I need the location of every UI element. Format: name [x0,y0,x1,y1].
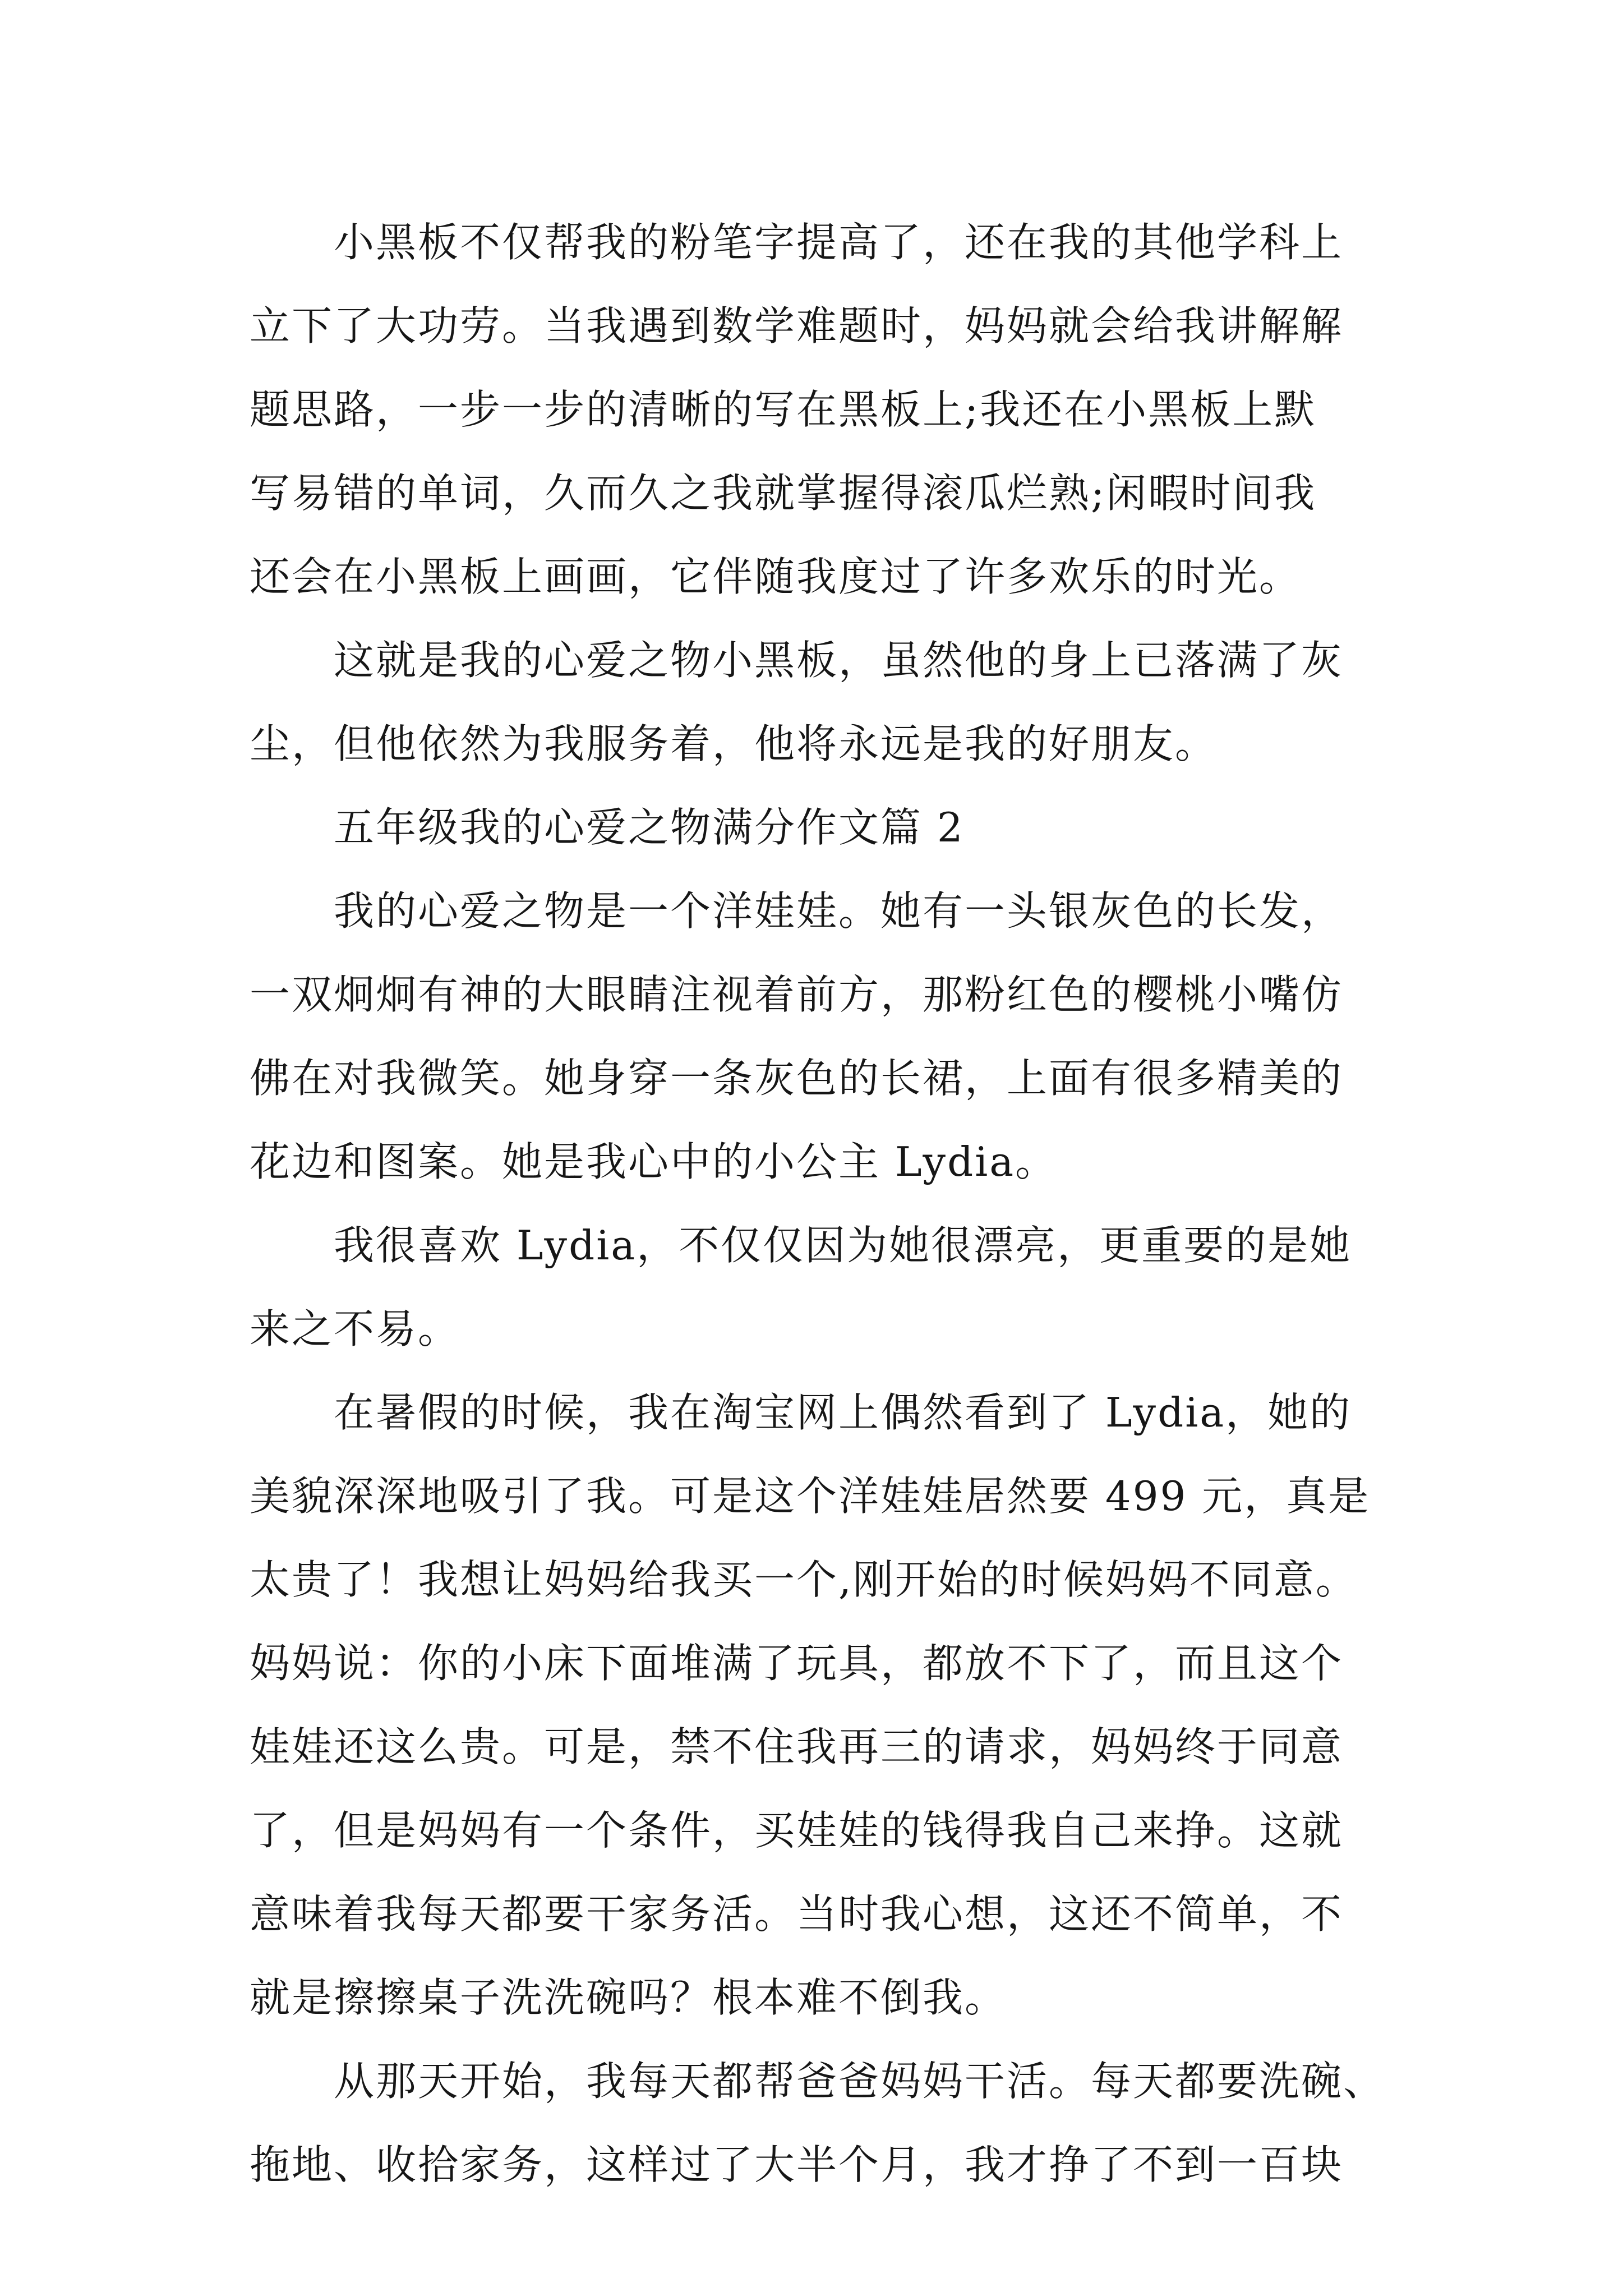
text-line: 就是擦擦桌子洗洗碗吗？根本难不倒我。 [250,1974,1007,2021]
text-line: 写易错的单词，久而久之我就掌握得滚瓜烂熟;闲暇时间我 [250,470,1317,517]
text-line: 太贵了！我想让妈妈给我买一个,刚开始的时候妈妈不同意。 [250,1556,1358,1603]
text-line: 了，但是妈妈有一个条件，买娃娃的钱得我自己来挣。这就 [250,1807,1344,1854]
essay-text [250,201,1388,2207]
text-line: 在暑假的时候，我在淘宝网上偶然看到了 Lydia，她的 [334,1389,1352,1436]
text-line: 我的心爱之物是一个洋娃娃。她有一头银灰色的长发， [334,887,1344,935]
text-line: 还会在小黑板上画画，它伴随我度过了许多欢乐的时光。 [250,553,1302,600]
text-line: 妈妈说：你的小床下面堆满了玩具，都放不下了，而且这个 [250,1640,1344,1687]
text-line: 美貌深深地吸引了我。可是这个洋娃娃居然要 499 元，真是 [250,1473,1371,1520]
text-line: 娃娃还这么贵。可是，禁不住我再三的请求，妈妈终于同意 [250,1723,1344,1770]
text-line: 题思路，一步一步的清晰的写在黑板上;我还在小黑板上默 [250,386,1317,433]
text-line: 意味着我每天都要干家务活。当时我心想，这还不简单，不 [250,1890,1344,1938]
text-line: 从那天开始，我每天都帮爸爸妈妈干活。每天都要洗碗、 [334,2058,1386,2105]
section-heading: 五年级我的心爱之物满分作文篇 2 [334,804,965,851]
text-line: 小黑板不仅帮我的粉笔字提高了，还在我的其他学科上 [334,219,1344,266]
text-line: 拖地、收拾家务，这样过了大半个月，我才挣了不到一百块 [250,2141,1344,2188]
text-line: 佛在对我微笑。她身穿一条灰色的长裙，上面有很多精美的 [250,1055,1344,1102]
text-line: 来之不易。 [250,1305,460,1352]
text-line: 一双炯炯有神的大眼睛注视着前方，那粉红色的樱桃小嘴仿 [250,971,1344,1018]
text-line: 花边和图案。她是我心中的小公主 Lydia。 [250,1138,1058,1185]
text-line: 尘，但他依然为我服务着，他将永远是我的好朋友。 [250,720,1218,767]
text-line: 我很喜欢 Lydia，不仅仅因为她很漂亮，更重要的是她 [334,1222,1352,1269]
text-line: 立下了大功劳。当我遇到数学难题时，妈妈就会给我讲解解 [250,302,1344,349]
text-line: 这就是我的心爱之物小黑板，虽然他的身上已落满了灰 [334,637,1344,684]
